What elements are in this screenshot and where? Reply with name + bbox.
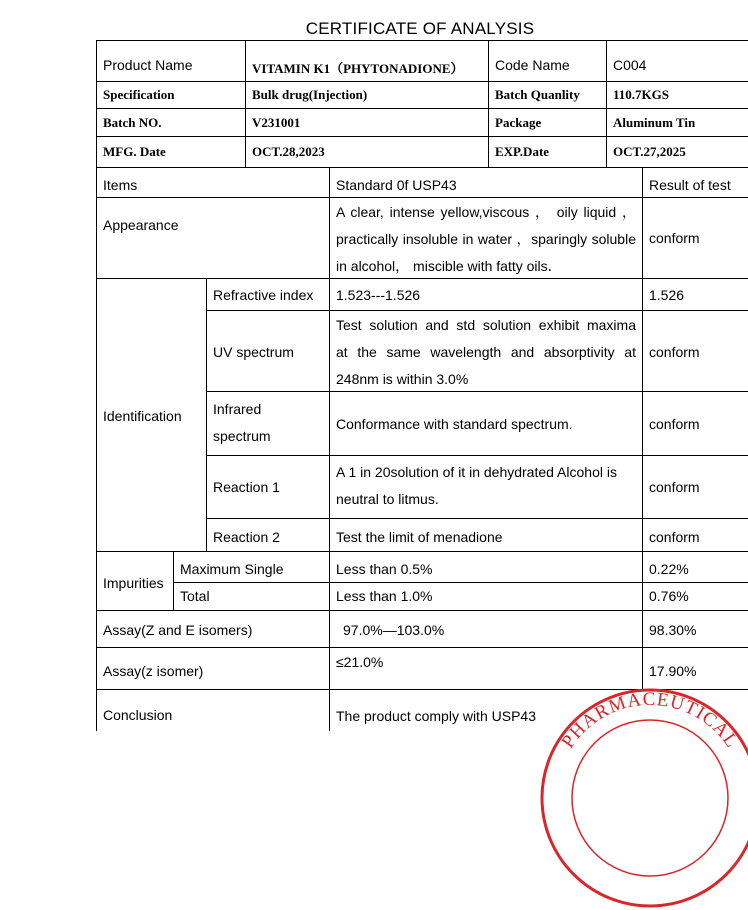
col-header-result: Result of test	[649, 177, 731, 193]
uv-standard-line: Test solution and std solution exhibit maxima	[336, 317, 636, 333]
assay-z-result: 17.90%	[649, 663, 697, 679]
batch-no-label: Batch NO.	[103, 115, 162, 130]
package-value: Aluminum Tin	[613, 115, 696, 130]
assay-z-standard: ≤21.0%	[336, 654, 384, 670]
reaction-1-standard-line: neutral to litmus.	[336, 491, 439, 507]
reaction-2-result: conform	[649, 529, 700, 545]
mfg-date-value: OCT.28,2023	[252, 144, 325, 159]
appearance-standard-line: in alcohol， miscible with fatty oils．	[336, 258, 562, 274]
infrared-spectrum-label	[213, 396, 271, 450]
assay-z-label: Assay(z isomer)	[103, 663, 204, 679]
product-name-value: VITAMIN K1（PHYTONADIONE）	[252, 61, 464, 76]
conclusion-label: Conclusion	[103, 707, 173, 723]
appearance-standard-line: A clear, intense yellow,viscous ， oily liquid ，	[336, 204, 636, 220]
batch-quantity-label: Batch Quanlity	[495, 87, 580, 102]
document-title: CERTIFICATE OF ANALYSIS	[305, 19, 535, 38]
svg-text:PHARMACEUTICAL: PHARMACEUTICAL	[557, 688, 743, 753]
package-label: Package	[495, 115, 542, 130]
appearance-standard-line: practically insoluble in water ，sparingly soluble	[336, 231, 636, 247]
max-single-standard: Less than 0.5%	[336, 561, 433, 577]
col-header-items: Items	[103, 177, 138, 193]
assay-ze-standard: 97.0%—103.0%	[343, 622, 445, 638]
infrared-label-line: spectrum	[213, 428, 271, 444]
appearance-result: conform	[649, 230, 700, 246]
uv-standard-line: 248nm is within 3.0%	[336, 371, 469, 387]
code-name-value: C004	[613, 57, 647, 73]
specification-label: Specification	[103, 87, 175, 102]
uv-spectrum-standard	[336, 312, 636, 393]
total-result: 0.76%	[649, 588, 689, 604]
specification-value: Bulk drug(Injection)	[252, 87, 368, 102]
batch-quantity-value: 110.7KGS	[613, 87, 669, 102]
infrared-label-line: Infrared	[213, 401, 262, 417]
appearance-label: Appearance	[103, 217, 179, 233]
uv-spectrum-label: UV spectrum	[213, 344, 294, 360]
reaction-2-label: Reaction 2	[213, 529, 280, 545]
batch-no-value: V231001	[252, 115, 301, 130]
infrared-spectrum-standard: Conformance with standard spectrum.	[336, 416, 573, 432]
exp-date-label: EXP.Date	[495, 144, 550, 159]
uv-spectrum-result: conform	[649, 344, 700, 360]
mfg-date-label: MFG. Date	[103, 144, 166, 159]
company-seal-stamp	[535, 680, 748, 910]
code-name-label: Code Name	[495, 57, 570, 73]
col-header-standard: Standard 0f USP43	[336, 177, 457, 193]
exp-date-value: OCT.27,2025	[613, 144, 686, 159]
uv-standard-line: at the same wavelength and absorptivity at	[336, 344, 636, 360]
reaction-1-label: Reaction 1	[213, 479, 280, 495]
total-label: Total	[180, 588, 210, 604]
refractive-index-label: Refractive index	[213, 287, 314, 303]
impurities-label: Impurities	[103, 575, 164, 591]
conclusion-standard: The product comply with USP43	[336, 708, 536, 724]
assay-ze-result: 98.30%	[649, 622, 697, 638]
reaction-1-standard	[336, 459, 636, 513]
product-name-label: Product Name	[103, 57, 193, 73]
identification-label: Identification	[103, 408, 182, 424]
total-standard: Less than 1.0%	[336, 588, 433, 604]
max-single-label: Maximum Single	[180, 561, 284, 577]
max-single-result: 0.22%	[649, 561, 689, 577]
assay-ze-label: Assay(Z and E isomers)	[103, 622, 253, 638]
reaction-1-standard-line: A 1 in 20solution of it in dehydrated Alcohol is	[336, 464, 617, 480]
reaction-2-standard: Test the limit of menadione	[336, 529, 503, 545]
refractive-index-standard: 1.523---1.526	[336, 287, 421, 303]
reaction-1-result: conform	[649, 479, 700, 495]
appearance-standard	[336, 199, 636, 280]
infrared-spectrum-result: conform	[649, 416, 700, 432]
refractive-index-result: 1.526	[649, 287, 685, 303]
